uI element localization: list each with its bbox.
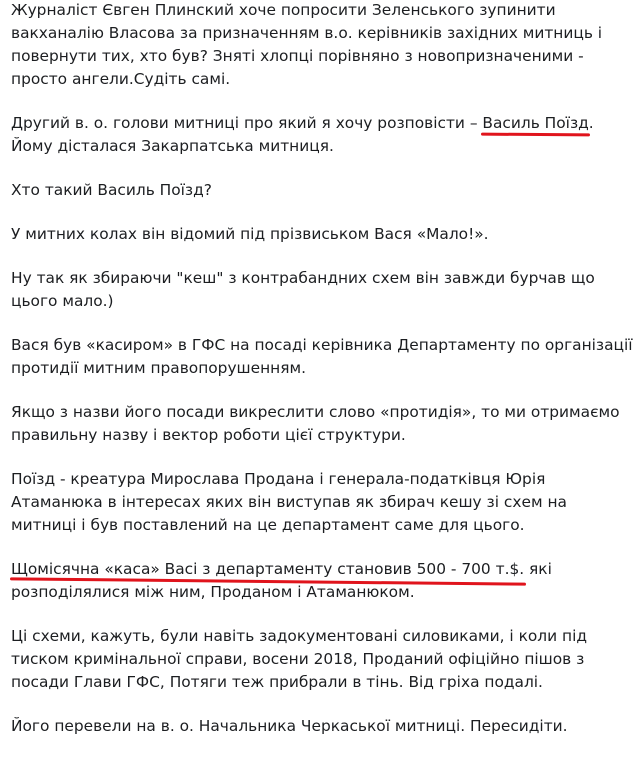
highlight-amount-text: Щомісячна «каса» Васі з департаменту становив 500 - 700 т.$. <box>11 560 525 578</box>
paragraph-8: Поїзд - креатура Мирослава Продана і генерала-податківця Юрія Атаманюка в інтересах яких він виступав як збирач кешу зі схем на митниці і був поставлений на це департамент саме для цього. <box>11 470 567 534</box>
paragraph-2 <box>11 112 633 158</box>
paragraph-1: Журналіст Євген Плинский хоче попросити Зеленського зупинити вакханалію Власова за призначенням в.о. керівників західних митниць і повернути тих, хто був? Зняті хлопці порівняно з новопризначеними - просто ангели.Судіть самі. <box>11 1 603 88</box>
post-body <box>11 0 633 759</box>
paragraph-6: Вася був «касиром» в ГФС на посаді керівника Департаменту по організації протидії митним правопорушенням. <box>11 336 633 377</box>
paragraph-9-tail: які розподілялися між ним, Проданом і Атаманюком. <box>11 560 552 601</box>
paragraph-3: Хто такий Василь Поїзд? <box>11 181 212 199</box>
paragraph-5: Ну так як збираючи "кеш" з контрабандних схем він завжди бурчав що цього мало.) <box>11 269 595 310</box>
paragraph-7: Якщо з назви його посади викреслити слово «протидія», то ми отримаємо правильну назву і вектор роботи цієї структури. <box>11 403 620 444</box>
paragraph-11: Його перевели на в. о. Начальника Черкаської митниці. Пересидіти. <box>11 717 568 735</box>
highlight-name <box>482 114 588 132</box>
highlight-amount <box>11 560 524 578</box>
paragraph-10: Ці схеми, кажуть, були навіть задокументовані силовиками, і коли під тиском кримінальної справи, восени 2018, Проданий офіційно пішов з посади Глави ГФС, Потяги теж прибрали в тінь. Від гріха подалі. <box>11 627 588 691</box>
paragraph-2-lead: Другий в. о. голови митниці про який я хочу розповісти – <box>11 114 483 132</box>
paragraph-9 <box>11 558 633 604</box>
paragraph-4: У митних колах він відомий під прізвиськом Вася «Мало!». <box>11 225 489 243</box>
red-underline <box>481 133 590 137</box>
paragraph-2-tail: . Йому дісталася Закарпатська митниця. <box>11 114 594 155</box>
highlight-name-text: Василь Поїзд <box>482 114 589 132</box>
